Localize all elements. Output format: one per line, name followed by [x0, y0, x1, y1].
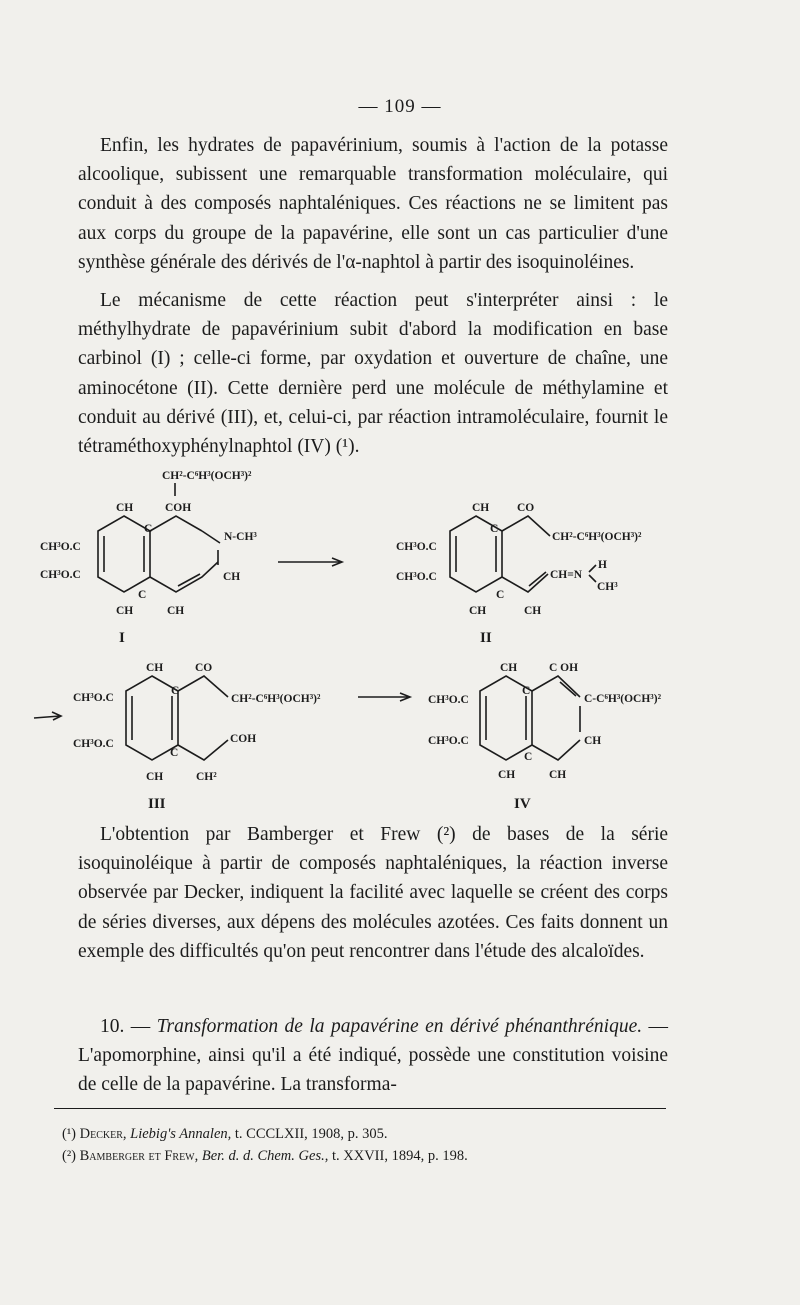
s2-label: II [480, 630, 492, 646]
arrow-i-to-ii [278, 558, 342, 566]
s2-amine-h: H [598, 559, 607, 571]
s4-ch-bottom-right: CH [549, 769, 567, 781]
footnote-1 [62, 1124, 682, 1144]
footnote-2-mark: (²) [62, 1148, 77, 1164]
footnote-1-author: Decker, [79, 1126, 127, 1142]
s3-och3-lower: CH³O.C [73, 738, 114, 750]
s4-coh-top: C OH [549, 662, 579, 674]
s2-ch-top: CH [472, 502, 490, 514]
s4-ring-right-bottom [532, 740, 580, 760]
s3-ch-top: CH [146, 662, 164, 674]
s3-side-chain: CH²-C⁶H³(OCH³)² [231, 693, 321, 705]
s1-ring-right-top [150, 516, 202, 531]
footnote-2-author: Bamberger et Frew, [79, 1148, 199, 1164]
footnote-2 [62, 1146, 682, 1166]
page-number: — 109 — [358, 96, 442, 117]
s3-bond-co [178, 676, 228, 697]
s3-ch2-bottom: CH² [196, 771, 217, 783]
s1-ring-right-bottom [150, 562, 218, 592]
s4-label: IV [514, 796, 531, 812]
s3-och3-upper: CH³O.C [73, 692, 114, 704]
s1-bond-n [202, 531, 220, 543]
s2-c-lower: C [496, 589, 505, 601]
s2-bond-co [502, 516, 550, 536]
s1-top-substituent: CH²-C⁶H³(OCH³)² [162, 470, 252, 482]
s1-n-ch3: N-CH³ [224, 531, 257, 543]
s3-c-lower: C [170, 747, 179, 759]
s3-bond-ch2 [178, 740, 228, 760]
paragraph-naphthalene-transformation: Enfin, les hydrates de papavérinium, soumis à l'action de la potasse alcoolique, subissent une remarquable transformation moléculaire, qui conduit à des composés naphtaléniques. Ces réactions ne se limitent pas aux corps du groupe de la papavérine, elle sont un cas particulier d'une synthèse générale des dérivés de l'α-naphtol à partir des isoquinoléines. [78, 135, 668, 273]
s2-bond-n-ch3 [589, 575, 596, 582]
s1-label: I [119, 630, 125, 646]
structure-iii [73, 662, 321, 812]
section-text: — L'apomorphine, ainsi qu'il a été indiqué, possède une constitution voisine de celle de la papavérine. La transforma- [78, 1016, 669, 1096]
s1-och3-upper: CH³O.C [40, 541, 81, 553]
margin-arrow [34, 712, 61, 720]
s2-ch-bottom-left: CH [469, 605, 487, 617]
s1-ring-left [98, 516, 153, 592]
s3-label: III [148, 796, 166, 812]
section-number: 10. — [100, 1016, 151, 1037]
s3-co-top: CO [195, 662, 213, 674]
s4-c-upper: C [522, 685, 531, 697]
s1-och3-lower: CH³O.C [40, 569, 81, 581]
s1-c-upper: C [144, 523, 153, 535]
footnote-rule [54, 1108, 666, 1109]
s2-side-chain: CH²-C⁶H³(OCH³)² [552, 531, 642, 543]
s1-ch-bottom-right: CH [167, 605, 185, 617]
footnote-ref-1: (¹). [335, 436, 360, 458]
s3-c-upper: C [171, 685, 180, 697]
s3-ch-bottom-left: CH [146, 771, 164, 783]
s1-c-lower: C [138, 589, 147, 601]
structure-i [40, 470, 257, 646]
bamberger-text-a: L'obtention par Bamberger et Frew [100, 824, 421, 845]
mechanism-text: Le mécanisme de cette réaction peut s'interpréter ainsi : le méthylhydrate de papavérinium subit d'abord la modification en base carbinol (I) ; celle-ci forme, par oxydation et ouverture de chaîne, une aminocétone (II). Cette dernière perd une molécule de méthylamine et conduit au dérivé (III), et, celui-ci, par réaction intramoléculaire, fournit le tétraméthoxyphénylnaphtol (IV) [78, 290, 668, 458]
footnote-1-details: t. CCCLXII, 1908, p. 305. [234, 1126, 388, 1142]
s1-ch-top-left: CH [116, 502, 134, 514]
s2-och3-upper: CH³O.C [396, 541, 437, 553]
section-title: Transformation de la papavérine en dérivé phénanthrénique. [156, 1016, 643, 1037]
s4-ch-bottom-left: CH [498, 769, 516, 781]
structure-ii [396, 502, 642, 646]
s4-och3-upper: CH³O.C [428, 694, 469, 706]
s1-ch-bottom-left: CH [116, 605, 134, 617]
s2-och3-lower: CH³O.C [396, 571, 437, 583]
s4-double-bond-top [560, 682, 576, 696]
s1-ch-right: CH [223, 571, 241, 583]
s1-coh-top: COH [165, 502, 192, 514]
s2-c-upper: C [490, 523, 499, 535]
footnote-2-journal: Ber. d. d. Chem. Ges., [201, 1148, 329, 1164]
footnote-1-journal: Liebig's Annalen, [130, 1126, 232, 1142]
arrow-iii-to-iv [358, 693, 410, 701]
bamberger-text-b: de bases de la série isoquinoléique à partir de composés naphtaléniques, la réaction inverse observée par Decker, indiquent la facilité avec laquelle se créent des corps de séries diverses, aux dépens des molécules azotées. Ces faits donnent un exemple des difficultés qu'on peut rencontrer dans l'étude des alcaloïdes. [78, 824, 669, 962]
s2-amine-ch: CH=N [550, 569, 583, 581]
paragraph-section-10 [78, 1012, 668, 1100]
s4-och3-lower: CH³O.C [428, 735, 469, 747]
s2-amine-ch3: CH³ [597, 581, 618, 593]
s2-ring [450, 516, 502, 592]
s2-ch-bottom-right: CH [524, 605, 542, 617]
s4-ch-right: CH [584, 735, 602, 747]
s3-coh: COH [230, 733, 257, 745]
paragraph-bamberger-frew [78, 820, 668, 966]
footnote-2-details: t. XXVII, 1894, p. 198. [331, 1148, 468, 1164]
footnote-ref-2: (²) [436, 824, 456, 845]
s4-c-lower: C [524, 751, 533, 763]
s4-ch-top: CH [500, 662, 518, 674]
s2-bond-n-h [589, 565, 596, 572]
footnote-1-mark: (¹) [62, 1126, 77, 1142]
s2-co-top: CO [517, 502, 535, 514]
s4-side-chain: C-C⁶H³(OCH³)² [584, 693, 662, 705]
structure-iv [428, 662, 662, 812]
